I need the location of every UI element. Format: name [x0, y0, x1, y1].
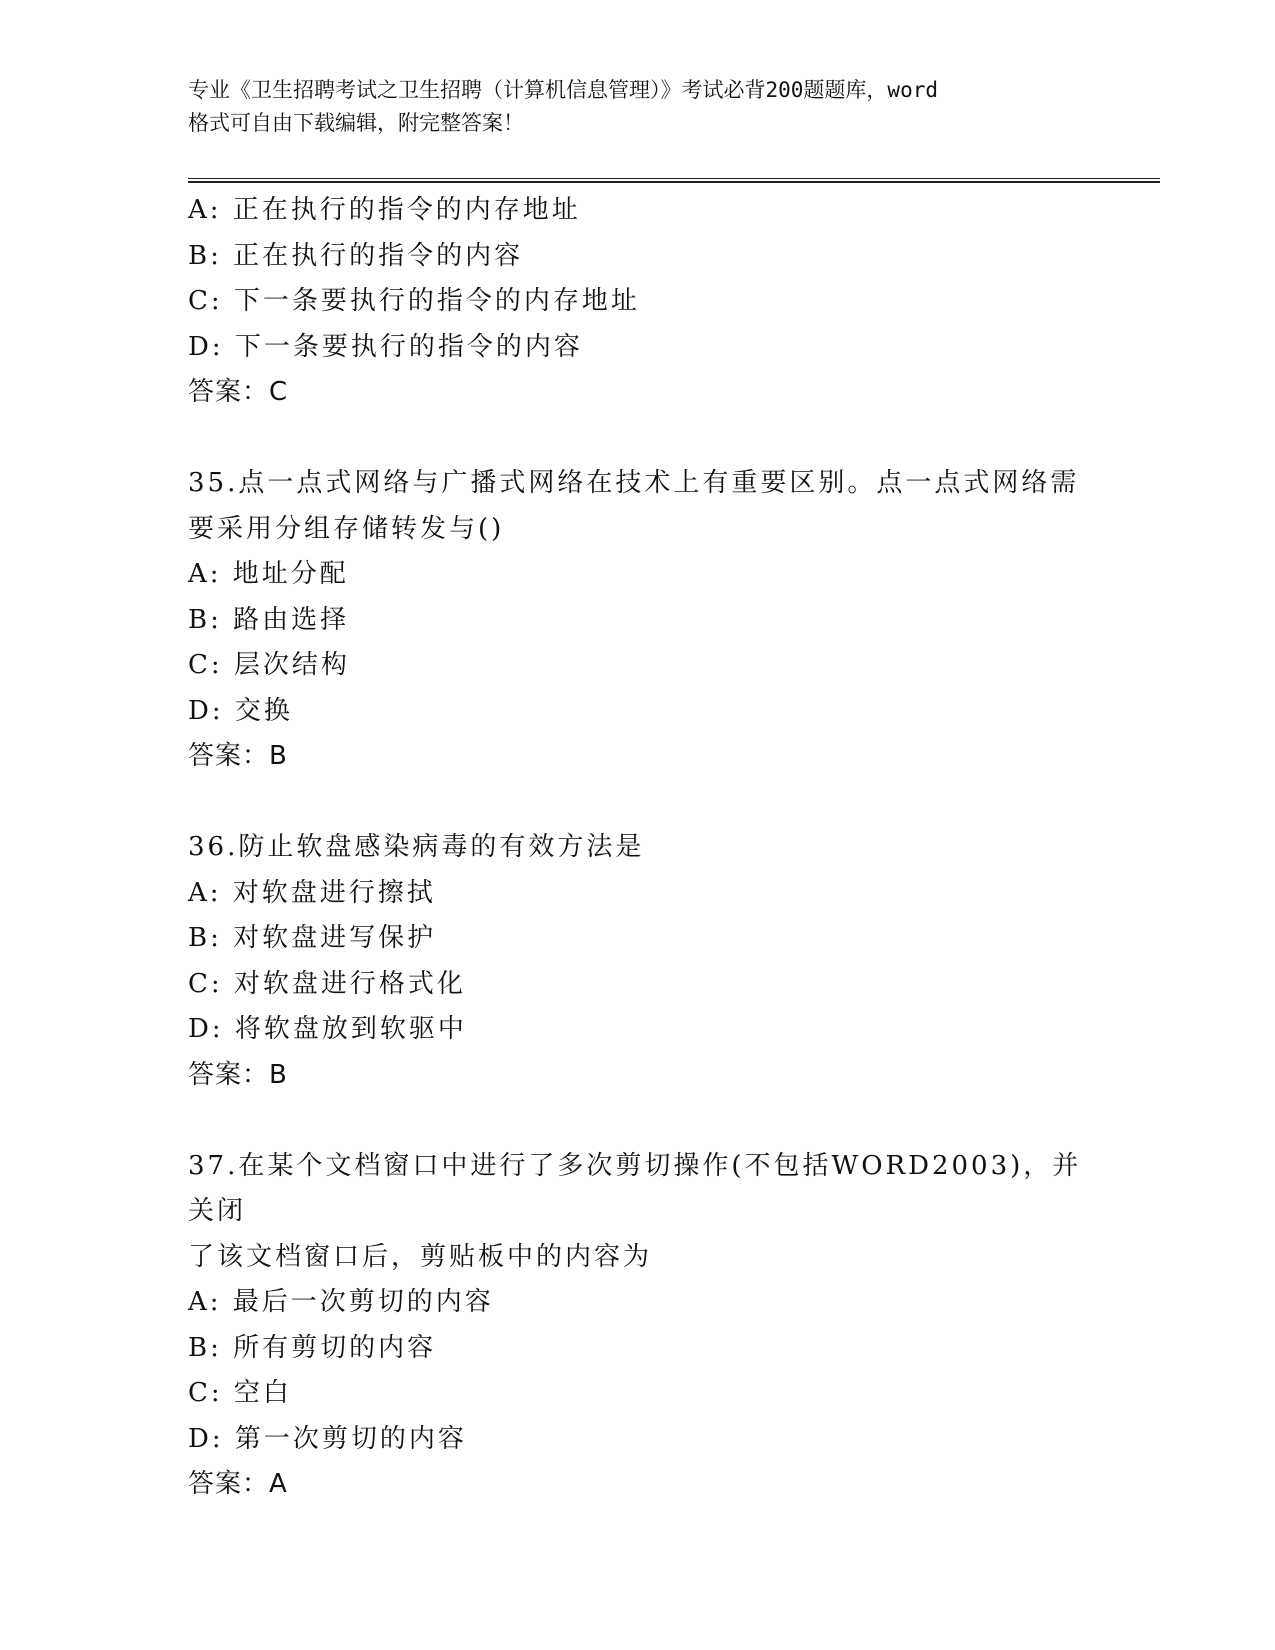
option-c: C: 层次结构: [188, 650, 350, 680]
answer-label: 答案：B: [188, 1059, 288, 1090]
answer-label: 答案：A: [188, 1469, 288, 1499]
option-a: A: 正在执行的指令的内存地址: [188, 195, 581, 225]
option-d: D: 第一次剪切的内容: [188, 1423, 467, 1454]
question-37: [188, 1144, 1088, 1508]
option-d: D: 将软盘放到软驱中: [188, 1014, 467, 1044]
option-c: C: 空白: [188, 1378, 292, 1408]
option-c: C: 对软盘进行格式化: [188, 968, 466, 999]
question-stem-line-1: 36.防止软盘感染病毒的有效方法是: [188, 832, 645, 862]
question-stem-line-1: 37.在某个文档窗口中进行了多次剪切操作(不包括WORD2003)，并关闭: [188, 1150, 1082, 1226]
option-a: A: 最后一次剪切的内容: [188, 1287, 494, 1317]
header-divider: [188, 178, 1160, 183]
option-a: A: 对软盘进行擦拭: [188, 877, 436, 908]
question-36: [188, 825, 1088, 1098]
header-line-2: 格式可自由下载编辑，附完整答案！: [188, 111, 524, 135]
spacer: [188, 416, 1088, 462]
spacer: [188, 1098, 1088, 1144]
option-a: A: 地址分配: [188, 559, 349, 589]
question-stem-line-2: 了该文档窗口后，剪贴板中的内容为: [188, 1241, 653, 1272]
option-c: C: 下一条要执行的指令的内存地址: [188, 286, 640, 316]
option-b: B: 所有剪切的内容: [188, 1332, 437, 1363]
prev-question-block: [188, 188, 1088, 416]
option-b: B: 路由选择: [188, 604, 350, 635]
option-b: B: 对软盘进写保护: [188, 923, 437, 953]
question-stem-line-2: 要采用分组存储转发与(): [188, 513, 505, 544]
spacer: [188, 780, 1088, 826]
question-35: [188, 461, 1088, 780]
option-b: B: 正在执行的指令的内容: [188, 240, 524, 271]
option-d: D: 下一条要执行的指令的内容: [188, 331, 583, 362]
document-header: [188, 74, 1088, 140]
option-d: D: 交换: [188, 695, 293, 726]
header-line-1: 专业《卫生招聘考试之卫生招聘（计算机信息管理）》考试必背200题题库，word: [188, 78, 938, 102]
question-stem-line-1: 35.点一点式网络与广播式网络在技术上有重要区别。点一点式网络需: [188, 468, 1080, 498]
answer-label: 答案：B: [188, 741, 288, 771]
answer-label: 答案：C: [188, 377, 289, 407]
document-body: [188, 188, 1088, 1508]
